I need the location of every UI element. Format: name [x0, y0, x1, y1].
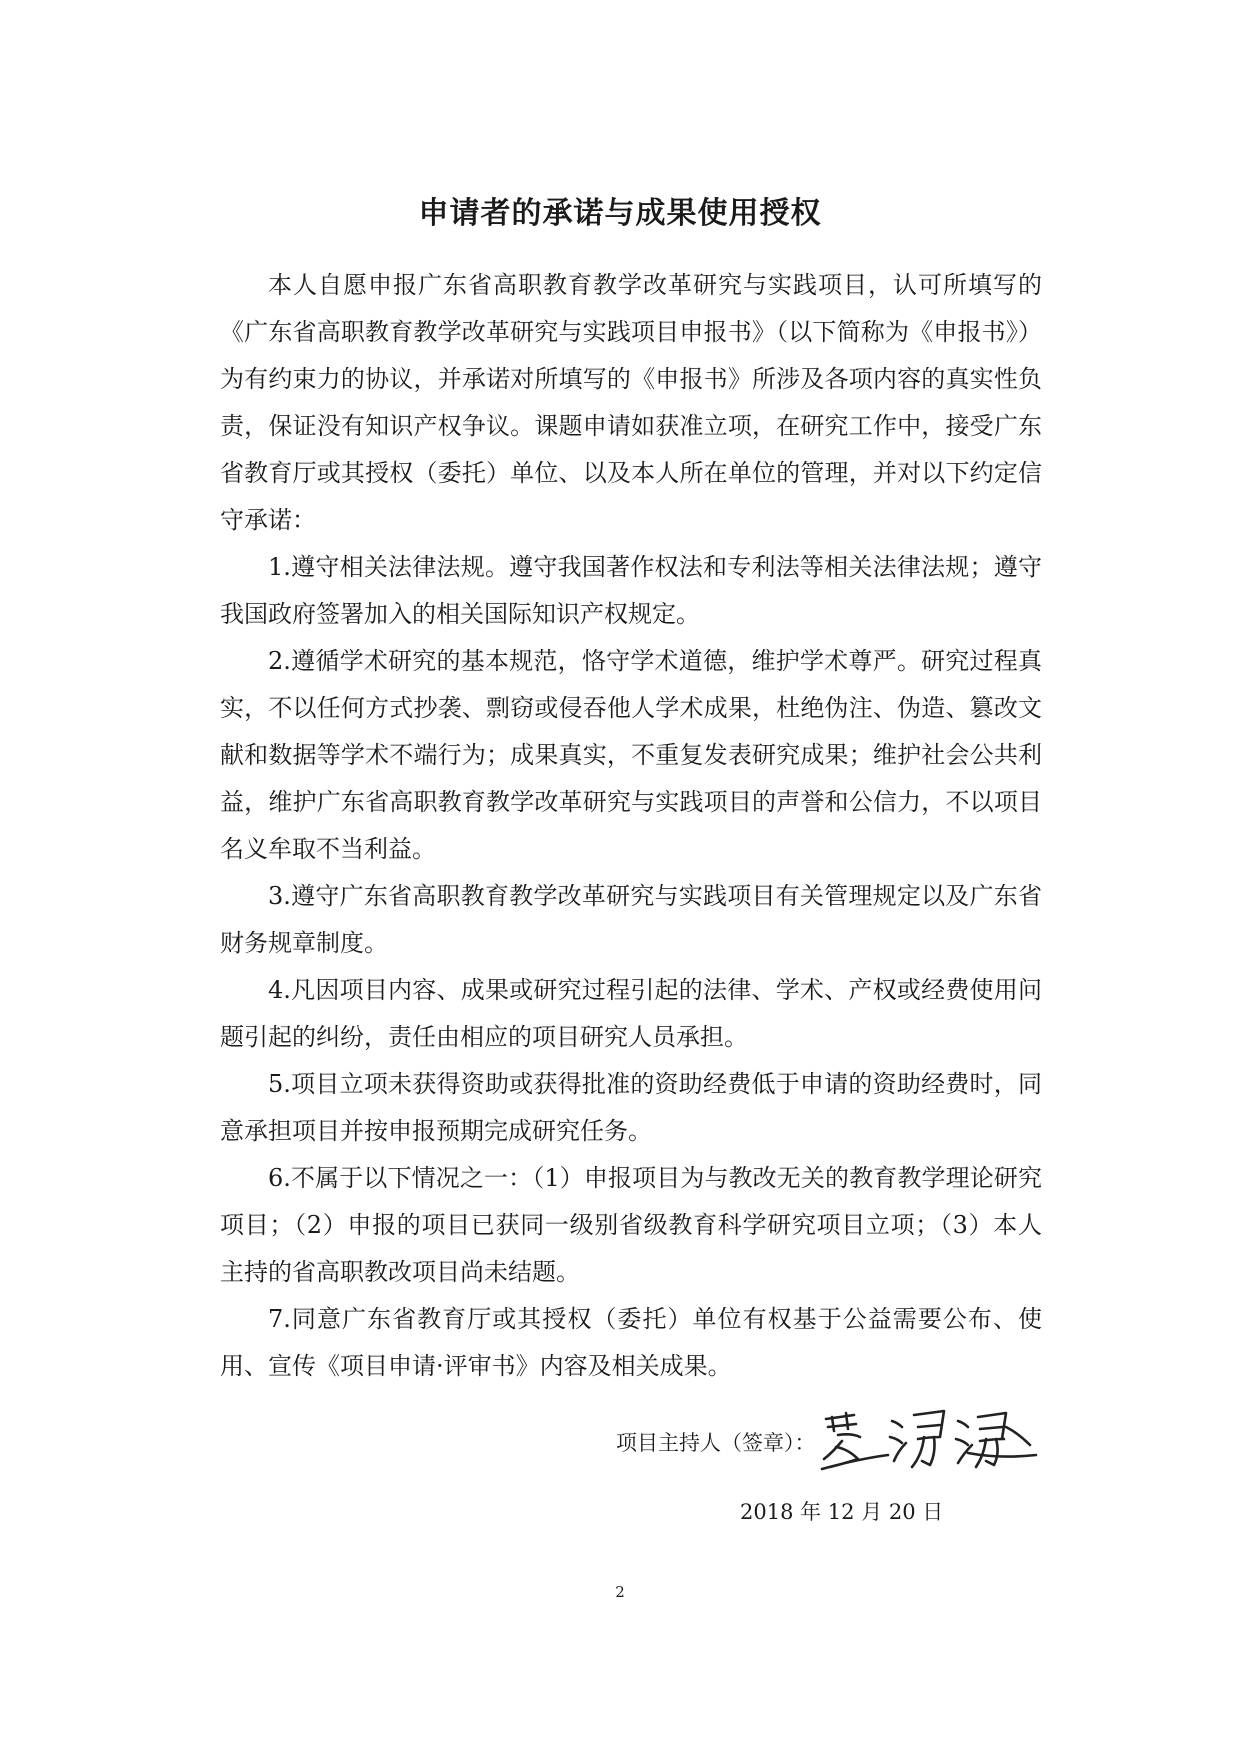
commitment-item-2: 2.遵循学术研究的基本规范，恪守学术道德，维护学术尊严。研究过程真实，不以任何方式抄袭、剽窃或侵吞他人学术成果，杜绝伪注、伪造、篡改文献和数据等学术不端行为；成果真实，不重复发表研究成果；维护社会公共利益，维护广东省高职教育教学改革研究与实践项目的声誉和公信力，不以项目名义牟取不当利益。 [220, 647, 1042, 863]
commitment-body [220, 262, 1042, 1390]
signing-date: 2018 年 12 月 20 日 [740, 1500, 944, 1524]
handwritten-signature [818, 1397, 1038, 1473]
intro-paragraph: 本人自愿申报广东省高职教育教学改革研究与实践项目，认可所填写的《广东省高职教育教学改革研究与实践项目申报书》（以下简称为《申报书》）为有约束力的协议，并承诺对所填写的《申报书》所涉及各项内容的真实性负责，保证没有知识产权争议。课题申请如获准立项，在研究工作中，接受广东省教育厅或其授权（委托）单位、以及本人所在单位的管理，并对以下约定信守承诺： [220, 271, 1042, 534]
commitment-item-4: 4.凡因项目内容、成果或研究过程引起的法律、学术、产权或经费使用问题引起的纠纷，责任由相应的项目研究人员承担。 [220, 976, 1042, 1051]
commitment-item-7: 7.同意广东省教育厅或其授权（委托）单位有权基于公益需要公布、使用、宣传《项目申请·评审书》内容及相关成果。 [220, 1305, 1042, 1380]
page-number: 2 [615, 1583, 625, 1601]
commitment-item-1: 1.遵守相关法律法规。遵守我国著作权法和专利法等相关法律法规；遵守我国政府签署加入的相关国际知识产权规定。 [220, 553, 1042, 628]
commitment-item-6: 6.不属于以下情况之一：（1）申报项目为与教改无关的教育教学理论研究项目；（2）申报的项目已获同一级别省级教育科学研究项目立项；（3）本人主持的省高职教改项目尚未结题。 [220, 1164, 1042, 1286]
commitment-item-3: 3.遵守广东省高职教育教学改革研究与实践项目有关管理规定以及广东省财务规章制度。 [220, 882, 1042, 957]
signature-label: 项目主持人（签章）： [616, 1431, 816, 1455]
signature-block [590, 1395, 1030, 1475]
document-title: 申请者的承诺与成果使用授权 [418, 196, 822, 231]
commitment-item-5: 5.项目立项未获得资助或获得批准的资助经费低于申请的资助经费时，同意承担项目并按申报预期完成研究任务。 [220, 1070, 1042, 1145]
